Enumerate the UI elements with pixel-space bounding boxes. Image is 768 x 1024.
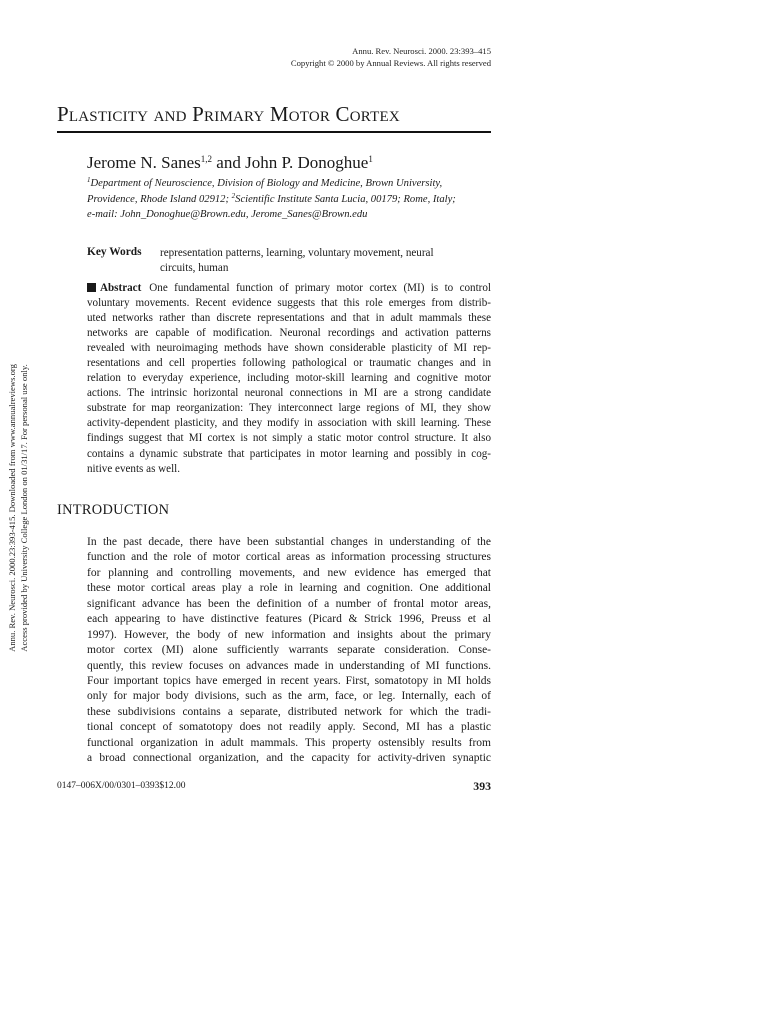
affiliation-mark: 2 [231,191,236,200]
download-watermark-line: Access provided by University College London on 01/31/17. For personal use only. [19,364,29,652]
abstract-line: uted networks rather than discrete representations and that in adult mammals these [87,312,491,325]
key-words-label: Key Words [87,246,142,258]
author-name: John P. Donoghue [245,153,369,172]
article-title: Plasticity and Primary Motor Cortex [57,102,400,126]
abstract-first-line [87,281,491,296]
body-line: motor cortex (MI) alone sufficiently warrants separate consideration. Conse- [87,644,491,657]
author-line [87,152,373,174]
abstract-line: voluntary movements. Recent evidence suggests that this role emerges from distrib- [87,297,491,310]
body-line: In the past decade, there have been substantial changes in understanding of the [87,536,491,548]
body-line: these subdivisions contains a separate, distributed network for which the tradi- [87,705,491,718]
contact-email-line: e-mail: John_Donoghue@Brown.edu, Jerome_Sanes@Brown.edu [87,209,368,220]
section-heading: INTRODUCTION [57,502,170,518]
body-line: Four important topics have emerged in recent years. First, somatotopy in MI holds [87,674,491,687]
body-line: functional organization in adult mammals. This property ostensibly results from [87,736,491,749]
abstract-line: substrate for map reorganization: They interconnect large regions of MI, they show [87,402,491,415]
abstract-line: relation to everyday experience, including motor-skill learning and cognitive motor [87,372,491,385]
body-line: function and the role of motor cortical areas as information processing structures [87,551,491,564]
abstract-line: contains a dynamic substrate that participates in motor learning and possibly in cog- [87,447,491,460]
key-words-line: circuits, human [160,262,229,274]
body-line: tional concept of somatotopy does not readily apply. Second, MI has a plastic [87,721,491,734]
affiliation-text: Department of Neuroscience, Division of Biology and Medicine, Brown University, [90,178,443,189]
abstract-block [87,281,491,477]
page-number: 393 [473,779,491,793]
body-line: a broad connectional organization, and the capacity for activity-driven synaptic [87,752,491,765]
download-watermark-line: Annu. Rev. Neurosci. 2000.23:393-415. Downloaded from www.annualreviews.org [7,364,17,652]
abstract-label: Abstract [100,282,142,294]
body-line: significant advance has been the definition of a number of frontal motor areas, [87,597,491,610]
affiliation-text: Providence, Rhode Island 02912; [87,193,232,205]
abstract-text: One fundamental function of primary motor cortex (MI) is to control [149,282,491,294]
affiliation-line [87,192,497,208]
body-line: these motor cortical areas play a role in learning and cognition. One additional [87,582,491,595]
abstract-line: revealed with neuroimaging methods have shown considerable plasticity of MI rep- [87,342,491,355]
body-line: for planning and controlling movements, and new evidence has emerged that [87,566,491,579]
body-line: quently, this review focuses on advances made in understanding of MI functions. [87,659,491,672]
abstract-line: findings suggest that MI cortex is not simply a static motor control structure. It also [87,432,491,445]
copyright-line: Copyright © 2000 by Annual Reviews. All rights reserved [290,57,491,68]
affiliation-mark: 1 [87,176,91,184]
abstract-line: networks are capable of modification. Neuronal recordings and activation patterns [87,327,491,340]
abstract-line: resentations and cell properties following pathological or traumatic changes and in [87,357,491,370]
download-watermark-text [6,328,30,688]
citation-line: Annu. Rev. Neurosci. 2000. 23:393–415 [352,46,491,56]
affiliation-text: Scientific Institute Santa Lucia, 00179; Rome, Italy; [235,193,456,205]
author-connector: and [212,153,246,172]
key-words-text [160,246,490,276]
author-name: Jerome N. Sanes [87,153,201,172]
body-line: 1997). However, the body of new information and insights about the primary [87,628,491,641]
author-affiliation-mark: 1 [368,154,373,164]
key-words-line: representation patterns, learning, voluntary movement, neural [160,247,434,259]
abstract-line: nitive events as well. [87,462,181,475]
affiliations [87,176,497,223]
abstract-line: actions. The intrinsic horizontal neuronal connections in MI are a strong candidate [87,387,491,400]
footer-price-code: 0147–006X/00/0301–0393$12.00 [57,781,186,791]
introduction-body [87,535,491,767]
affiliation-line [87,176,497,192]
body-line: only for major body divisions, such as the arm, face, or leg. Internally, each of [87,690,491,703]
abstract-square-icon [87,283,96,292]
journal-citation-header [240,46,491,69]
title-rule [57,131,491,133]
body-line: each appearing to have distinctive features (Picard & Strick 1996, Preuss et al [87,613,491,626]
abstract-line: activity-dependent plasticity, and they modify in association with skill learning. These [87,417,491,430]
author-affiliation-mark: 1,2 [200,154,213,164]
